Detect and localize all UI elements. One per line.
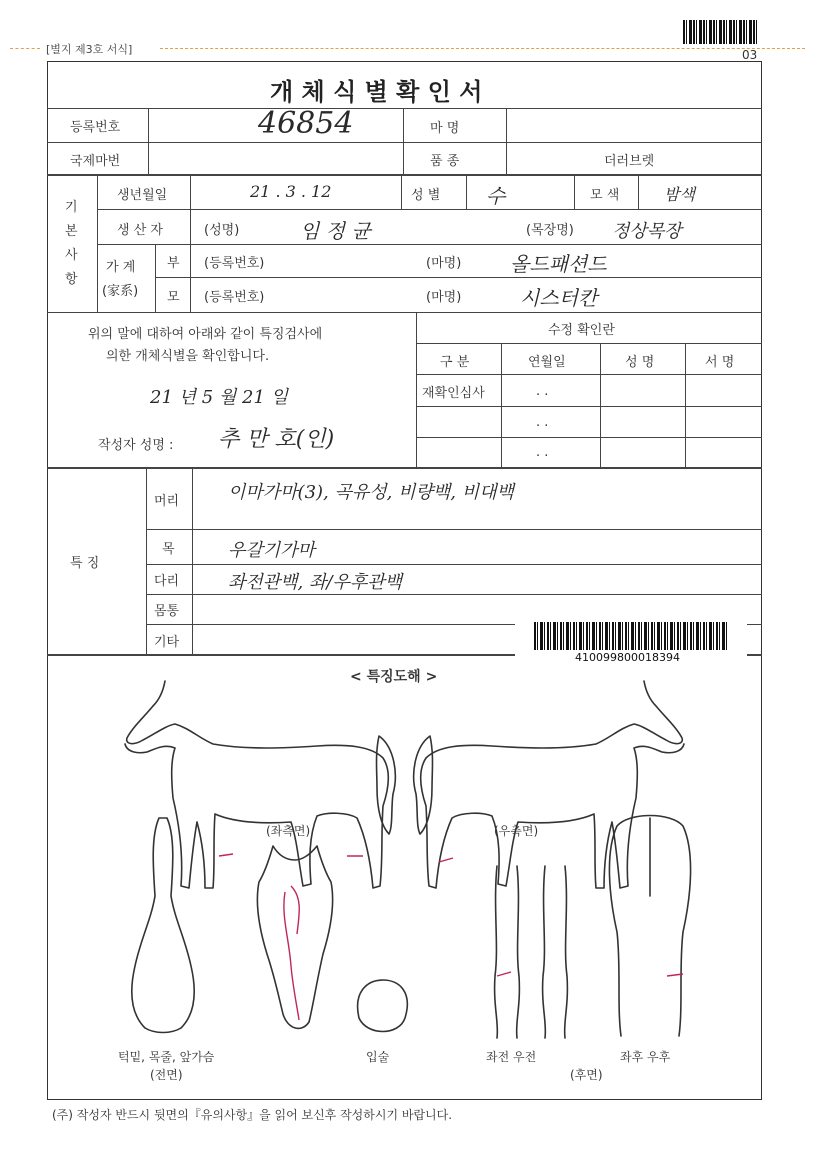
front-label: (전면) (150, 1068, 183, 1082)
form-code: [별지 제3호 서식] (46, 43, 133, 56)
rear-label: (후면) (570, 1068, 603, 1082)
breed-value: 더러브렛 (604, 154, 655, 169)
etc-label: 기타 (154, 635, 180, 650)
muzzle-caption: 입술 (366, 1050, 390, 1064)
dam-name-label: (마명) (426, 290, 462, 305)
author-value: 추 만 호(인) (218, 427, 335, 452)
statement-line-1: 위의 말에 대하여 아래와 같이 특징검사에 (88, 327, 323, 342)
rear-view (609, 816, 690, 1037)
front-legs-view (495, 866, 568, 1038)
head-front-view (257, 846, 332, 1028)
left-side-label: (좌측면) (266, 824, 311, 838)
breeder-label: 생 산 자 (117, 223, 163, 238)
intl-no-label: 국제마번 (70, 154, 121, 169)
rev-header-sign: 서 명 (705, 355, 735, 370)
birth-label: 생년월일 (117, 188, 168, 203)
sire-reg-label: (등록번호) (204, 256, 265, 271)
revision-title: 수정 확인란 (548, 323, 615, 338)
page-number: 03 (742, 48, 758, 62)
basic-label-3: 사 (65, 248, 78, 263)
statement-line-2: 의한 개체식별을 확인합니다. (106, 349, 270, 364)
rev-row-date: . . (536, 415, 549, 430)
rev-header-name: 성 명 (625, 355, 655, 370)
right-side-horse (421, 681, 684, 888)
muzzle-view (358, 980, 408, 1032)
head-marking (284, 886, 299, 1020)
basic-label-2: 본 (65, 224, 78, 239)
rev-row-type: 재확인심사 (422, 386, 485, 401)
legs-label: 다리 (154, 574, 180, 589)
pedigree-label: 가 계 (106, 260, 136, 275)
rev-header-type: 구 분 (440, 355, 470, 370)
chest-view (132, 818, 194, 1033)
sire-label: 부 (167, 256, 180, 271)
breed-label: 품 종 (430, 154, 460, 169)
head-value: 이마가마(3), 곡유성, 비량백, 비대백 (228, 482, 514, 503)
farm-label: (목장명) (526, 223, 574, 238)
breeder-name-value: 임 정 균 (300, 219, 371, 243)
barcode-bars (534, 622, 729, 650)
head-label: 머리 (154, 494, 180, 509)
legs-value: 좌전관백, 좌/우후관백 (228, 572, 402, 593)
rev-row-date: . . (536, 445, 549, 460)
left-side-tail (377, 736, 396, 834)
color-value: 밤색 (664, 185, 695, 204)
dam-reg-label: (등록번호) (204, 290, 265, 305)
basic-label-1: 기 (65, 200, 78, 215)
farm-value: 정상목장 (612, 221, 682, 242)
dam-name-value: 시스터칸 (520, 286, 598, 310)
body-label: 몸통 (154, 604, 180, 619)
horse-name-label: 마 명 (430, 121, 460, 136)
confirm-date: 21 년 5 월 21 일 (150, 387, 289, 408)
sire-name-label: (마명) (426, 256, 462, 271)
sire-name-value: 올드패션드 (510, 252, 607, 276)
breeder-name-label: (성명) (204, 223, 240, 238)
barcode-number: 410099800018394 (575, 651, 680, 664)
basic-label-4: 항 (65, 272, 78, 287)
page-title: 개 체 식 별 확 인 서 (270, 78, 483, 106)
diagram-title: < 특징도해 > (350, 669, 438, 685)
chest-caption: 턱밑, 목줄, 앞가슴 (118, 1050, 215, 1064)
hind-legs-caption: 좌후 우후 (620, 1050, 671, 1064)
reg-no-label: 등록번호 (70, 120, 121, 135)
author-label: 작성자 성명 : (98, 438, 174, 453)
horse-diagrams (47, 676, 762, 1096)
footer-note: (주) 작성자 반드시 뒷면의『유의사항』을 읽어 보신후 작성하시기 바랍니다. (52, 1108, 453, 1122)
rev-row-date: . . (536, 384, 549, 399)
neck-value: 우갈기가마 (228, 540, 315, 561)
sex-label: 성 별 (411, 188, 441, 203)
left-side-horse (125, 681, 388, 888)
sex-value: 수 (486, 184, 506, 208)
rev-header-date: 연월일 (528, 355, 566, 370)
right-side-label: (우측면) (494, 824, 539, 838)
pedigree-hanja: (家系) (102, 284, 139, 299)
birth-value: 21 . 3 . 12 (250, 182, 332, 201)
reg-no-value: 46854 (258, 106, 354, 141)
color-label: 모 색 (590, 188, 620, 203)
barcode-top (683, 20, 759, 44)
dam-label: 모 (167, 290, 180, 305)
right-side-tail (414, 736, 433, 834)
front-legs-caption: 좌전 우전 (486, 1050, 537, 1064)
features-label: 특 징 (70, 556, 100, 571)
neck-label: 목 (162, 542, 175, 557)
